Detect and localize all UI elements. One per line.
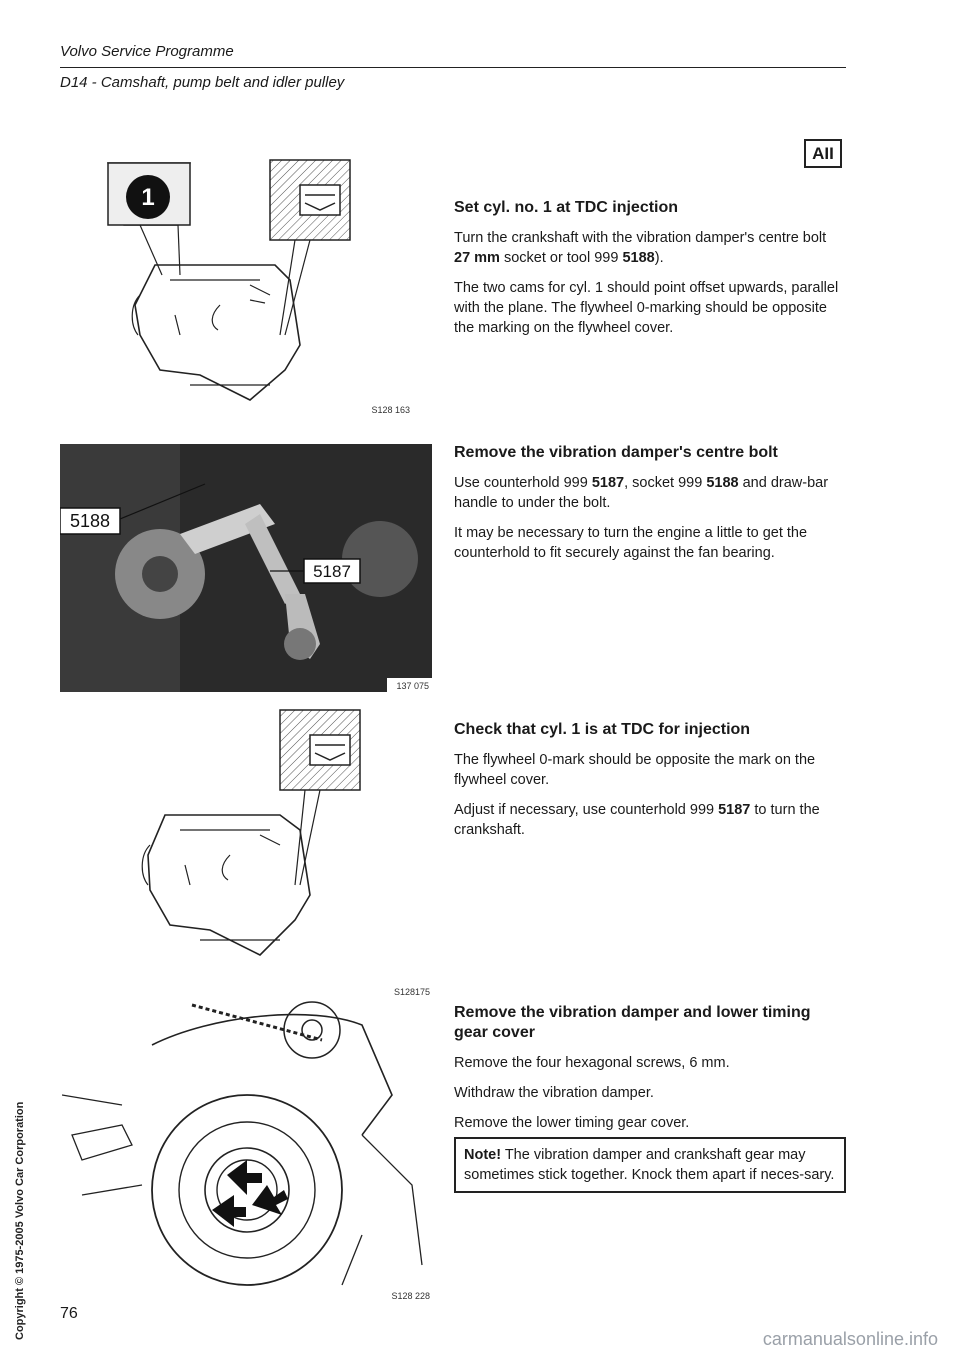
figure-caption: S128175 — [393, 987, 430, 997]
section-set-tdc — [454, 198, 846, 348]
tools-photo — [60, 444, 432, 692]
figure-caption: S128 163 — [371, 405, 410, 415]
document-subtitle: D14 - Camshaft, pump belt and idler pulley — [60, 74, 345, 91]
model-badge: AII — [804, 139, 842, 168]
header-rule — [60, 67, 846, 68]
section-remove-centre-bolt — [454, 443, 846, 573]
damper-drawing — [62, 985, 432, 1303]
figure-caption: 137 075 — [396, 681, 429, 691]
note-label: Note! — [464, 1147, 502, 1163]
section-paragraph: The two cams for cyl. 1 should point offset upwards, parallel with the plane. The flywheel 0-marking should be opposite the marking on the flywheel cover. — [454, 280, 839, 336]
section-paragraph: Remove the four hexagonal screws, 6 mm. — [454, 1055, 730, 1071]
figure-caption: S128 228 — [391, 1291, 430, 1301]
section-paragraph: It may be necessary to turn the engine a little to get the counterhold to fit securely against the fan bearing. — [454, 525, 808, 561]
figure-vibration-damper — [62, 985, 432, 1303]
note-box — [454, 1137, 846, 1193]
figure-engine-check — [130, 705, 410, 970]
section-check-tdc — [454, 720, 846, 850]
section-paragraph: The flywheel 0-mark should be opposite the mark on the flywheel cover. — [454, 752, 816, 788]
section-paragraph: Withdraw the vibration damper. — [454, 1085, 654, 1101]
step-marker-text: 1 — [141, 184, 155, 211]
section-paragraph: Adjust if necessary, use counterhold 999 5187 to turn the crankshaft. — [454, 802, 820, 838]
section-paragraph: Turn the crankshaft with the vibration damper's centre bolt 27 mm socket or tool 999 5188). — [454, 230, 827, 266]
tool-label-5188: 5188 — [69, 511, 111, 531]
figure-engine-tdc — [100, 155, 430, 415]
page-number: 76 — [60, 1305, 78, 1322]
copyright-notice: Copyright © 1975-2005 Volvo Car Corporation — [14, 1101, 26, 1340]
engine-drawing — [100, 155, 430, 415]
document-title: Volvo Service Programme — [60, 43, 234, 60]
figure-tools-photo — [60, 444, 432, 692]
section-remove-damper — [454, 1003, 846, 1143]
watermark: carmanualsonline.info — [762, 1329, 938, 1349]
section-heading: Check that cyl. 1 is at TDC for injection — [454, 721, 751, 738]
tool-label-5187: 5187 — [313, 562, 351, 581]
section-paragraph: Remove the lower timing gear cover. — [454, 1115, 690, 1131]
section-heading: Remove the vibration damper's centre bolt — [454, 444, 778, 461]
section-heading: Remove the vibration damper and lower timing gear cover — [454, 1004, 811, 1041]
section-paragraph: Use counterhold 999 5187, socket 999 5188 and draw-bar handle to under the bolt. — [454, 475, 829, 511]
engine-check-drawing — [130, 705, 410, 970]
section-heading: Set cyl. no. 1 at TDC injection — [454, 199, 679, 216]
note-text: The vibration damper and crankshaft gear may sometimes stick together. Knock them apart if neces-sary. — [464, 1147, 835, 1183]
